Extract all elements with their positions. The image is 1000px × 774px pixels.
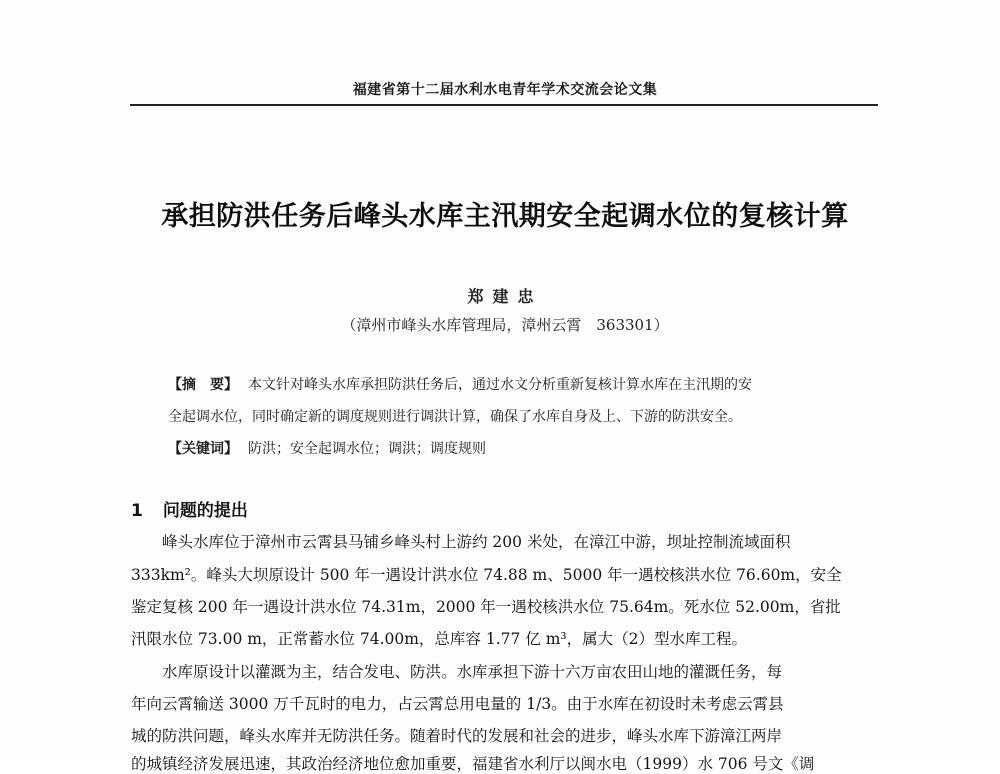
body-line: 的城镇经济发展迅速，其政治经济地位愈加重要，福建省水利厅以闽水电（1999）水 706 号文《调 <box>131 755 815 773</box>
abstract-text-2: 全起调水位，同时确定新的调度规则进行调洪计算，确保了水库自身及上、下游的防洪安全。 <box>168 409 742 425</box>
keywords-label: 【关键词】 <box>168 441 238 457</box>
body-line: 峰头水库位于漳州市云霄县马铺乡峰头村上游约 200 米处，在漳江中游，坝址控制流域面积 <box>162 533 791 551</box>
abstract-line-1 <box>168 374 752 394</box>
author-name: 郑建忠 <box>467 287 543 306</box>
section-heading <box>131 496 248 521</box>
abstract-text-1: 本文针对峰头水库承担防洪任务后，通过水文分析重新复核计算水库在主汛期的安 <box>248 377 752 393</box>
header-rule <box>130 104 878 106</box>
keywords-text: 防洪；安全起调水位；调洪；调度规则 <box>248 441 486 457</box>
abstract-line-2 <box>168 406 742 426</box>
paper-title: 承担防洪任务后峰头水库主汛期安全起调水位的复核计算 <box>161 201 849 232</box>
body-line: 水库原设计以灌溉为主，结合发电、防洪。水库承担下游十六万亩农田山地的灌溉任务，每 <box>162 663 783 681</box>
body-line: 年向云霄输送 3000 万千瓦时的电力，占云霄总用电量的 1/3。由于水库在初设时未考虑云霄县 <box>131 695 784 713</box>
running-header: 福建省第十二届水利水电青年学术交流会论文集 <box>352 82 658 98</box>
body-line: 汛限水位 73.00 m，正常蓄水位 74.00m，总库容 1.77 亿 m³，属大（2）型水库工程。 <box>131 630 747 648</box>
section-title: 问题的提出 <box>162 501 248 521</box>
body-line: 城的防洪问题，峰头水库并无防洪任务。随着时代的发展和社会的进步，峰头水库下游漳江两岸 <box>131 727 783 745</box>
abstract-label: 【摘 要】 <box>168 377 238 393</box>
section-number: 1 <box>131 501 143 521</box>
author-affiliation: （漳州市峰头水库管理局，漳州云霄 363301） <box>341 316 669 334</box>
keywords-line <box>168 438 486 458</box>
body-line: 333km²。峰头大坝原设计 500 年一遇设计洪水位 74.88 m、5000 年一遇校核洪水位 76.60m，安全 <box>131 566 842 584</box>
body-line: 鉴定复核 200 年一遇设计洪水位 74.31m，2000 年一遇校核洪水位 75.64m。死水位 52.00m，省批 <box>131 598 841 616</box>
